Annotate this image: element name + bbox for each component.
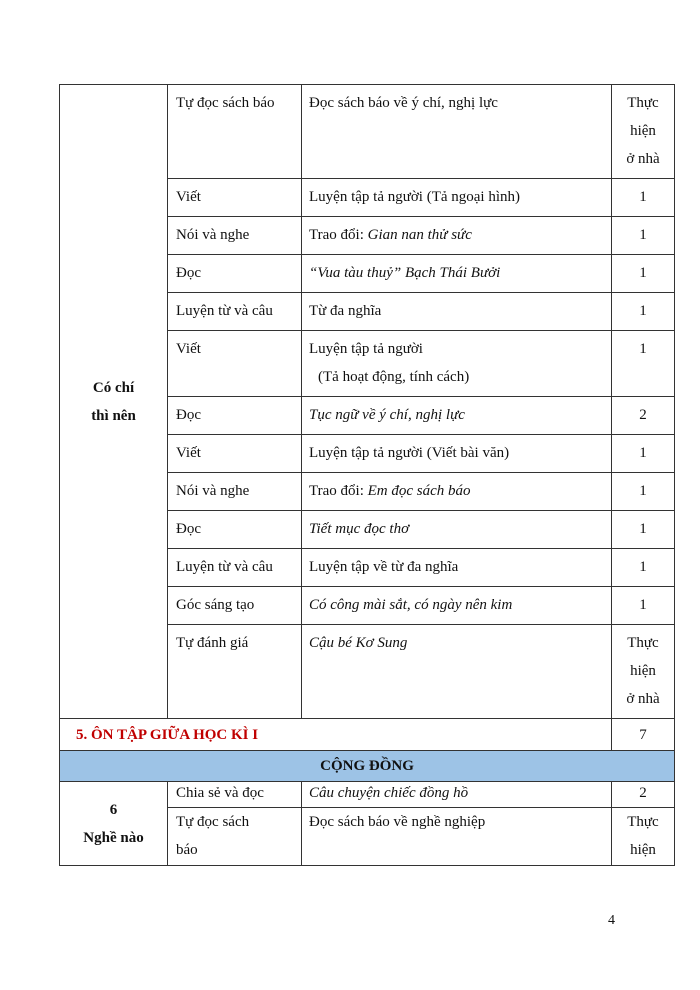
period-cell: 2 (612, 397, 675, 435)
topic-title-line2: thì nên (91, 407, 136, 424)
period-cell: 2 (612, 782, 675, 808)
topic-title-line1: Có chí (92, 379, 135, 396)
activity-line: Tự đọc sách (176, 814, 250, 830)
activity-cell: Luyện từ và câu (168, 293, 302, 331)
period-line: ở nhà (626, 151, 660, 167)
content-line: Luyện tập tả người (309, 341, 423, 357)
content-cell (302, 217, 612, 255)
page-number: 4 (608, 913, 615, 928)
content-title: Gian nan thử sức (367, 227, 472, 243)
activity-cell: Nói và nghe (168, 473, 302, 511)
content-cell: “Vua tàu thuỷ” Bạch Thái Bưởi (302, 255, 612, 293)
period-cell: 7 (612, 719, 675, 751)
content-cell: Tiết mục đọc thơ (302, 511, 612, 549)
period-line: hiện (630, 123, 656, 139)
content-title: Em đọc sách báo (367, 483, 471, 499)
content-cell: Tục ngữ về ý chí, nghị lực (302, 397, 612, 435)
content-cell: Luyện tập tả người (Viết bài văn) (302, 435, 612, 473)
content-cell: Đọc sách báo về nghề nghiệp (302, 808, 612, 866)
period-cell: 1 (612, 511, 675, 549)
period-cell: 1 (612, 549, 675, 587)
period-cell: 1 (612, 293, 675, 331)
period-cell (612, 85, 675, 179)
activity-cell: Tự đánh giá (168, 625, 302, 719)
topic-cell (60, 782, 168, 866)
activity-cell: Chia sẻ và đọc (168, 782, 302, 808)
table-row (60, 85, 675, 179)
topic-title: Nghề nào (83, 829, 144, 846)
period-line: Thực (627, 635, 659, 651)
period-cell: 1 (612, 435, 675, 473)
activity-cell (168, 808, 302, 866)
content-cell: Có công mài sắt, có ngày nên kim (302, 587, 612, 625)
activity-cell: Đọc (168, 397, 302, 435)
period-line: Thực (627, 814, 659, 830)
period-cell (612, 808, 675, 866)
content-prefix: Trao đổi: (309, 227, 368, 243)
content-cell: Từ đa nghĩa (302, 293, 612, 331)
section-title: CỘNG ĐỒNG (60, 751, 675, 782)
period-cell: 1 (612, 217, 675, 255)
topic-number: 6 (109, 801, 118, 818)
activity-line: báo (176, 842, 198, 858)
content-cell: Đọc sách báo về ý chí, nghị lực (302, 85, 612, 179)
period-cell: 1 (612, 473, 675, 511)
content-cell: Luyện tập tả người (Tả ngoại hình) (302, 179, 612, 217)
review-label: 5. ÔN TẬP GIỮA HỌC KÌ I (60, 719, 612, 751)
content-cell (302, 473, 612, 511)
period-line: ở nhà (626, 691, 660, 707)
section-header-row (60, 751, 675, 782)
period-cell: 1 (612, 331, 675, 397)
activity-cell: Tự đọc sách báo (168, 85, 302, 179)
period-line: hiện (630, 842, 656, 858)
content-line: (Tả hoạt động, tính cách) (318, 369, 470, 385)
activity-cell: Nói và nghe (168, 217, 302, 255)
activity-cell: Luyện từ và câu (168, 549, 302, 587)
period-cell (612, 625, 675, 719)
content-cell: Câu chuyện chiếc đồng hồ (302, 782, 612, 808)
period-line: Thực (627, 95, 659, 111)
period-cell: 1 (612, 179, 675, 217)
content-prefix: Trao đổi: (309, 483, 368, 499)
review-row (60, 719, 675, 751)
lesson-plan-table (59, 84, 675, 866)
period-cell: 1 (612, 587, 675, 625)
activity-cell: Đọc (168, 255, 302, 293)
activity-cell: Viết (168, 435, 302, 473)
activity-cell: Viết (168, 179, 302, 217)
activity-cell: Góc sáng tạo (168, 587, 302, 625)
content-cell: Cậu bé Kơ Sung (302, 625, 612, 719)
activity-cell: Đọc (168, 511, 302, 549)
content-cell (302, 331, 612, 397)
content-cell: Luyện tập về từ đa nghĩa (302, 549, 612, 587)
table-row (60, 782, 675, 808)
activity-cell: Viết (168, 331, 302, 397)
topic-cell (60, 85, 168, 719)
period-cell: 1 (612, 255, 675, 293)
period-line: hiện (630, 663, 656, 679)
